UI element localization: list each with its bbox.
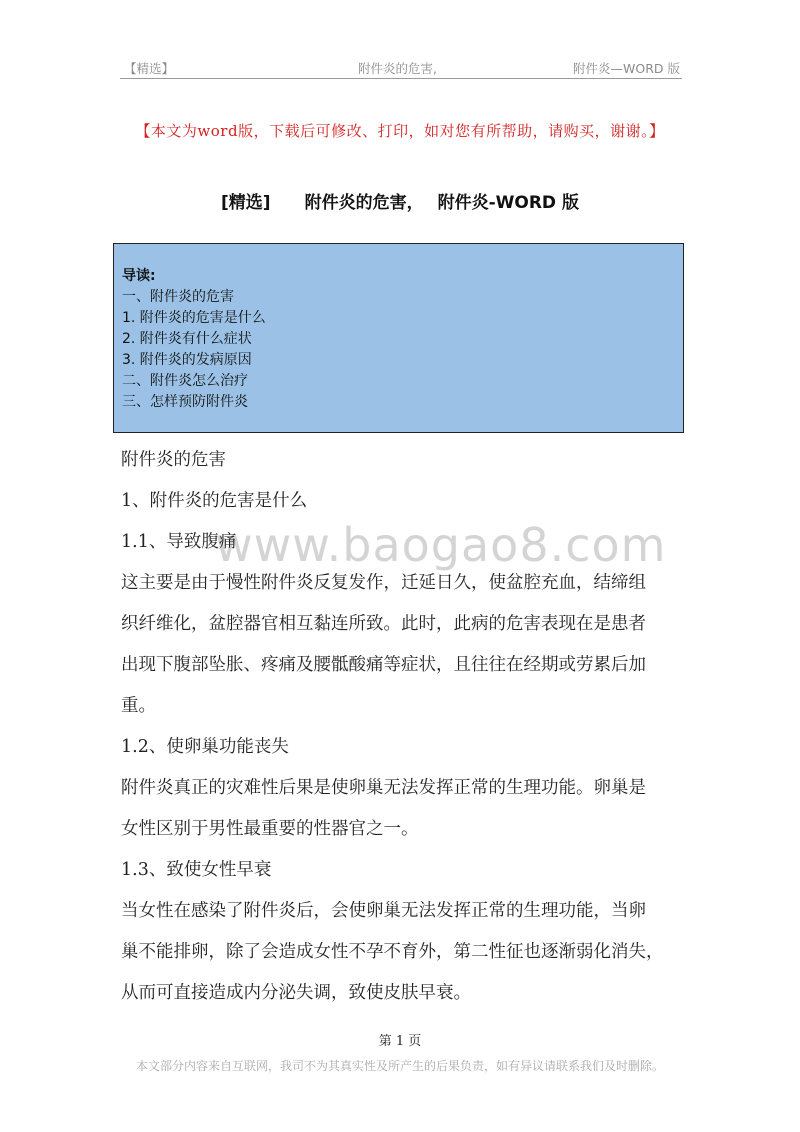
paragraph-line: 出现下腹部坠胀、疼痛及腰骶酸痛等症状，且往往在经期或劳累后加 (121, 655, 646, 675)
header-center-text: 附件炎的危害, (358, 61, 437, 76)
paragraph-line: 当女性在感染了附件炎后，会使卵巢无法发挥正常的生理功能，当卵 (121, 901, 646, 921)
paragraph-line: 从而可直接造成内分泌失调，致使皮肤早衰。 (121, 983, 471, 1003)
paragraph-line: 这主要是由于慢性附件炎反复发作，迁延日久，使盆腔充血，结缔组 (121, 573, 646, 593)
header-right-text: 附件炎—WORD 版 (573, 61, 680, 76)
header-left-text: 【精选】 (124, 61, 175, 76)
title-sub: 附件炎-WORD 版 (437, 193, 579, 213)
page-number: 第 1 页 (378, 1034, 422, 1049)
paragraph-line: 附件炎真正的灾难性后果是使卵巢无法发挥正常的生理功能。卵巢是 (121, 778, 646, 798)
document-body (121, 440, 685, 1014)
subsection-heading: 1.2、使卵巢功能丧失 (121, 737, 289, 757)
title-main: 附件炎的危害， (304, 193, 424, 213)
toc-item[interactable]: 三、怎样预防附件炎 (122, 394, 248, 410)
page-header (120, 56, 682, 79)
toc-item[interactable]: 1. 附件炎的危害是什么 (122, 310, 266, 326)
title-tag: [精选] (221, 193, 271, 213)
watermark-text: www.baogao8.com (215, 518, 667, 572)
section-heading: 1、附件炎的危害是什么 (121, 491, 308, 511)
section-heading: 附件炎的危害 (121, 450, 226, 470)
footer-disclaimer: 本文部分内容来自互联网，我司不为其真实性及所产生的后果负责，如有异议请联系我们及时删除。 (135, 1059, 664, 1073)
toc-item[interactable]: 3. 附件炎的发病原因 (122, 352, 252, 368)
paragraph-line: 织纤维化，盆腔器官相互黏连所致。此时，此病的危害表现在是患者 (121, 614, 646, 634)
subsection-heading: 1.1、导致腹痛 (121, 532, 237, 552)
paragraph-line: 巢不能排卵，除了会造成女性不孕不育外，第二性征也逐渐弱化消失， (121, 942, 664, 962)
toc-heading: 导读: (122, 268, 156, 284)
paragraph-line: 重。 (121, 696, 156, 716)
document-title (0, 188, 800, 213)
toc-item[interactable]: 二、附件炎怎么治疗 (122, 373, 248, 389)
table-of-contents (113, 243, 684, 433)
toc-item[interactable]: 一、附件炎的危害 (122, 289, 234, 305)
purchase-notice: 【本文为word版，下载后可修改、打印，如对您有所帮助，请购买，谢谢。】 (135, 122, 665, 140)
subsection-heading: 1.3、致使女性早衰 (121, 860, 272, 880)
toc-item[interactable]: 2. 附件炎有什么症状 (122, 331, 252, 347)
paragraph-line: 女性区别于男性最重要的性器官之一。 (121, 819, 419, 839)
